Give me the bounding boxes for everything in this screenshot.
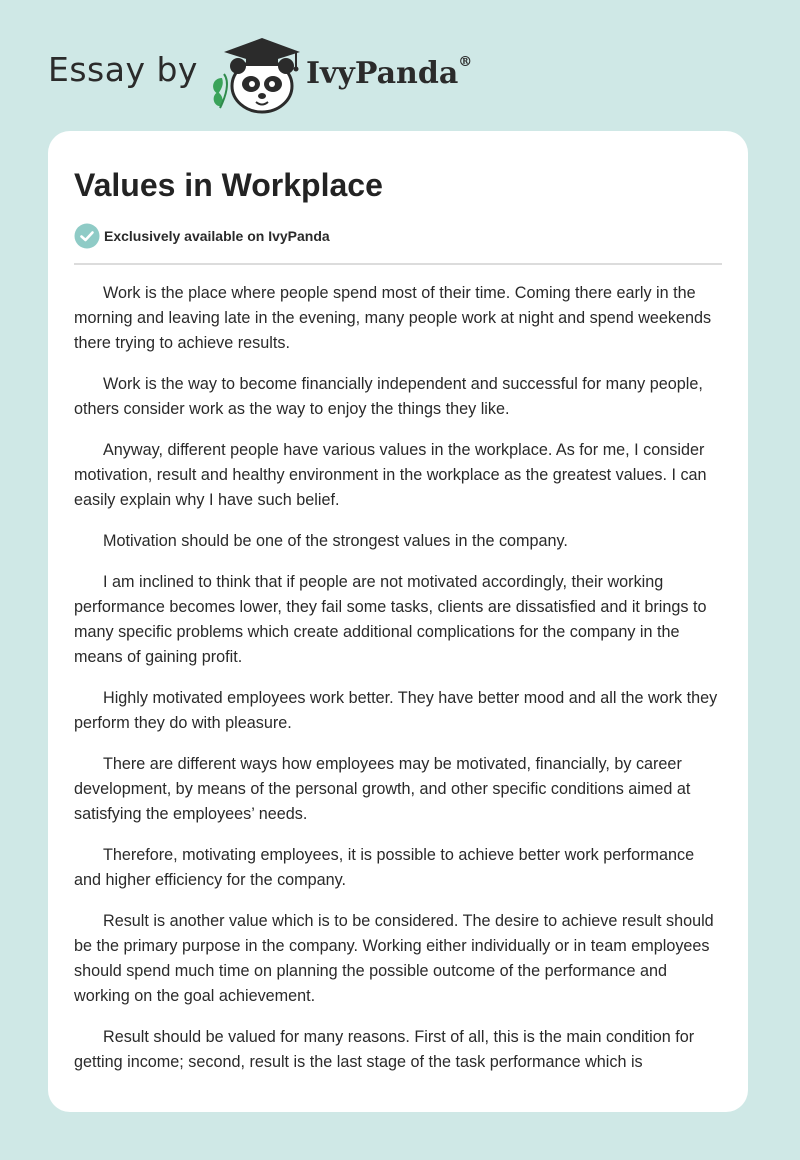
essay-card bbox=[48, 131, 748, 1112]
paragraph: Highly motivated employees work better. They have better mood and all the work they perform they do with pleasure. bbox=[74, 689, 718, 732]
paragraph: Work is the way to become financially independent and successful for many people, others consider work as the way to enjoy the things they like. bbox=[74, 375, 703, 418]
paragraph: Work is the place where people spend most of their time. Coming there early in the morning and leaving late in the evening, many people work at night and spend weekends there trying to achieve results. bbox=[74, 284, 712, 352]
paragraph: Therefore, motivating employees, it is possible to achieve better work performance and higher efficiency for the company. bbox=[74, 846, 695, 889]
site-header bbox=[48, 34, 472, 114]
paragraph: Result should be valued for many reasons. First of all, this is the main condition for getting income; second, result is the last stage of the task performance which is bbox=[74, 1028, 695, 1071]
paragraph: Result is another value which is to be considered. The desire to achieve result should be the primary purpose in the company. Working either individually or in team employees should spend much time on planning the possible outcome of the performance and working on the goal achievement. bbox=[74, 912, 714, 1005]
brand-name[interactable]: IvyPanda® bbox=[305, 53, 473, 91]
essay-by-label: Essay by bbox=[48, 49, 198, 89]
paragraph: There are different ways how employees may be motivated, financially, by career development, by means of the personal growth, and other specific conditions aimed at satisfying the employees’ needs. bbox=[74, 755, 691, 823]
panda-graduate-logo-icon[interactable] bbox=[208, 34, 304, 114]
paragraph: Motivation should be one of the strongest values in the company. bbox=[103, 532, 568, 550]
essay-title: Values in Workplace bbox=[74, 167, 383, 203]
availability-badge bbox=[74, 223, 722, 249]
essay-body bbox=[74, 281, 722, 1075]
divider bbox=[74, 263, 722, 265]
availability-text: Exclusively available on IvyPanda bbox=[104, 228, 330, 244]
check-circle-icon bbox=[74, 223, 100, 249]
paragraph: Anyway, different people have various values in the workplace. As for me, I consider motivation, result and healthy environment in the workplace as the greatest values. I can easily explain why I have such belief. bbox=[74, 441, 707, 509]
paragraph: I am inclined to think that if people are not motivated accordingly, their working performance becomes lower, they fail some tasks, clients are dissatisfied and it brings to many specific problems which create additional complications for the company in the means of gaining profit. bbox=[74, 573, 707, 666]
